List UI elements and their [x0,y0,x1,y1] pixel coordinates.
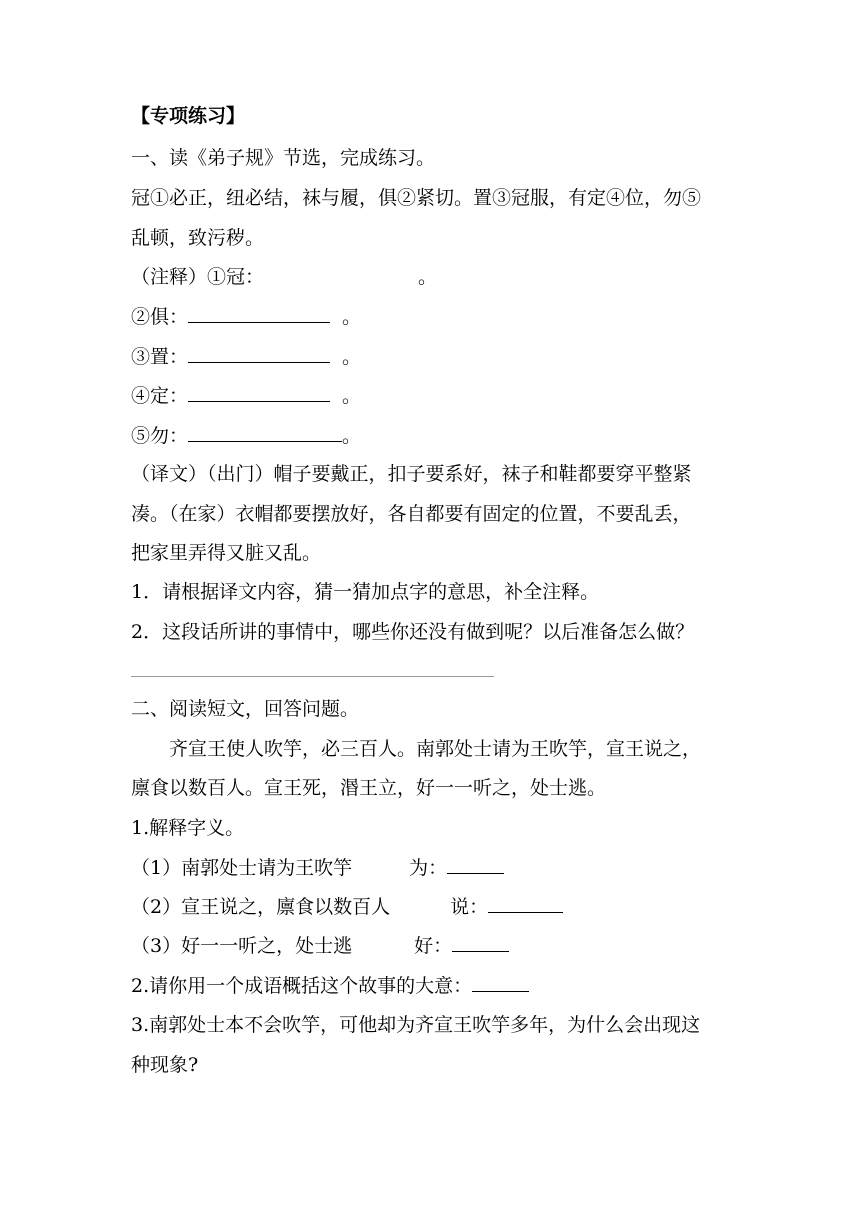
word-item-1 [131,855,504,880]
original-text-line-2: 乱顿，致污秽。 [131,227,265,249]
part2-question-3-line-1: 3.南郭处士本不会吹竽，可他却为齐宣王吹竽多年，为什么会出现这 [131,1014,701,1036]
note-zhi-blank[interactable] [188,344,330,363]
translation-line-1: （译文）（出门）帽子要戴正，扣子要系好，袜子和鞋都要穿平整紧 [131,463,692,485]
note-zhi-label: ③置： [131,346,189,368]
part1-heading: 一、读《弟子规》节选，完成练习。 [131,147,436,169]
part1-question-2: 2．这段话所讲的事情中，哪些你还没有做到呢？以后准备怎么做？ [131,621,695,643]
note-zhi-end: 。 [342,346,362,368]
note-guan-label: （注释）①冠： [131,266,265,288]
note-ju [131,304,361,329]
note-wu-end: 。 [342,425,362,447]
part2-question-3-line-2: 种现象? [131,1054,199,1076]
word-item-1-sentence: （1）南郭处士请为王吹竽 [131,857,353,879]
word-item-1-blank[interactable] [447,855,504,874]
note-wu-label: ⑤勿： [131,425,189,447]
word-item-3-word: 好： [414,935,453,957]
passage-line-2: 廪食以数百人。宣王死，湣王立，好一一听之，处士逃。 [131,777,607,799]
word-item-3-blank[interactable] [452,933,509,952]
note-ding-end: 。 [342,385,362,407]
answer-line[interactable] [131,676,494,677]
note-zhi [131,344,361,369]
part2-question-2-text: 2.请你用一个成语概括这个故事的大意： [131,975,473,997]
note-ju-blank[interactable] [188,304,330,323]
word-item-3 [131,933,509,958]
passage-line-1: 齐宣王使人吹竽，必三百人。南郭处士请为王吹竽，宣王说之， [169,738,702,760]
note-wu-blank[interactable] [188,423,342,442]
note-guan [131,265,437,289]
part2-question-1-title: 1.解释字义。 [131,817,245,839]
part2-question-2 [131,973,529,998]
word-item-2-sentence: （2）宣王说之，廪食以数百人 [131,896,391,918]
word-item-2-word: 说： [450,896,489,918]
note-ju-end: 。 [342,306,362,328]
translation-line-3: 把家里弄得又脏又乱。 [131,542,322,564]
note-ding [131,383,361,408]
note-ding-label: ④定： [131,385,189,407]
word-item-1-word: 为： [409,857,448,879]
part1-question-1: 1．请根据译文内容，猜一猜加点字的意思，补全注释。 [131,581,600,603]
note-guan-end: 。 [418,266,438,288]
original-text-line-1: 冠①必正，纽必结，袜与履，俱②紧切。置③冠服，有定④位，勿⑤ [131,187,702,209]
part2-question-2-blank[interactable] [472,973,529,992]
note-ding-blank[interactable] [188,383,330,402]
part2-heading: 二、阅读短文，回答问题。 [131,698,360,720]
word-item-2 [131,894,563,919]
note-wu [131,423,361,448]
word-item-2-blank[interactable] [488,894,563,913]
note-ju-label: ②俱： [131,306,189,328]
translation-line-2: 凑。（在家）衣帽都要摆放好，各自都要有固定的位置，不要乱丢， [131,503,692,525]
section-title: 【专项练习】 [131,105,246,127]
word-item-3-sentence: （3）好一一听之，处士逃 [131,935,353,957]
